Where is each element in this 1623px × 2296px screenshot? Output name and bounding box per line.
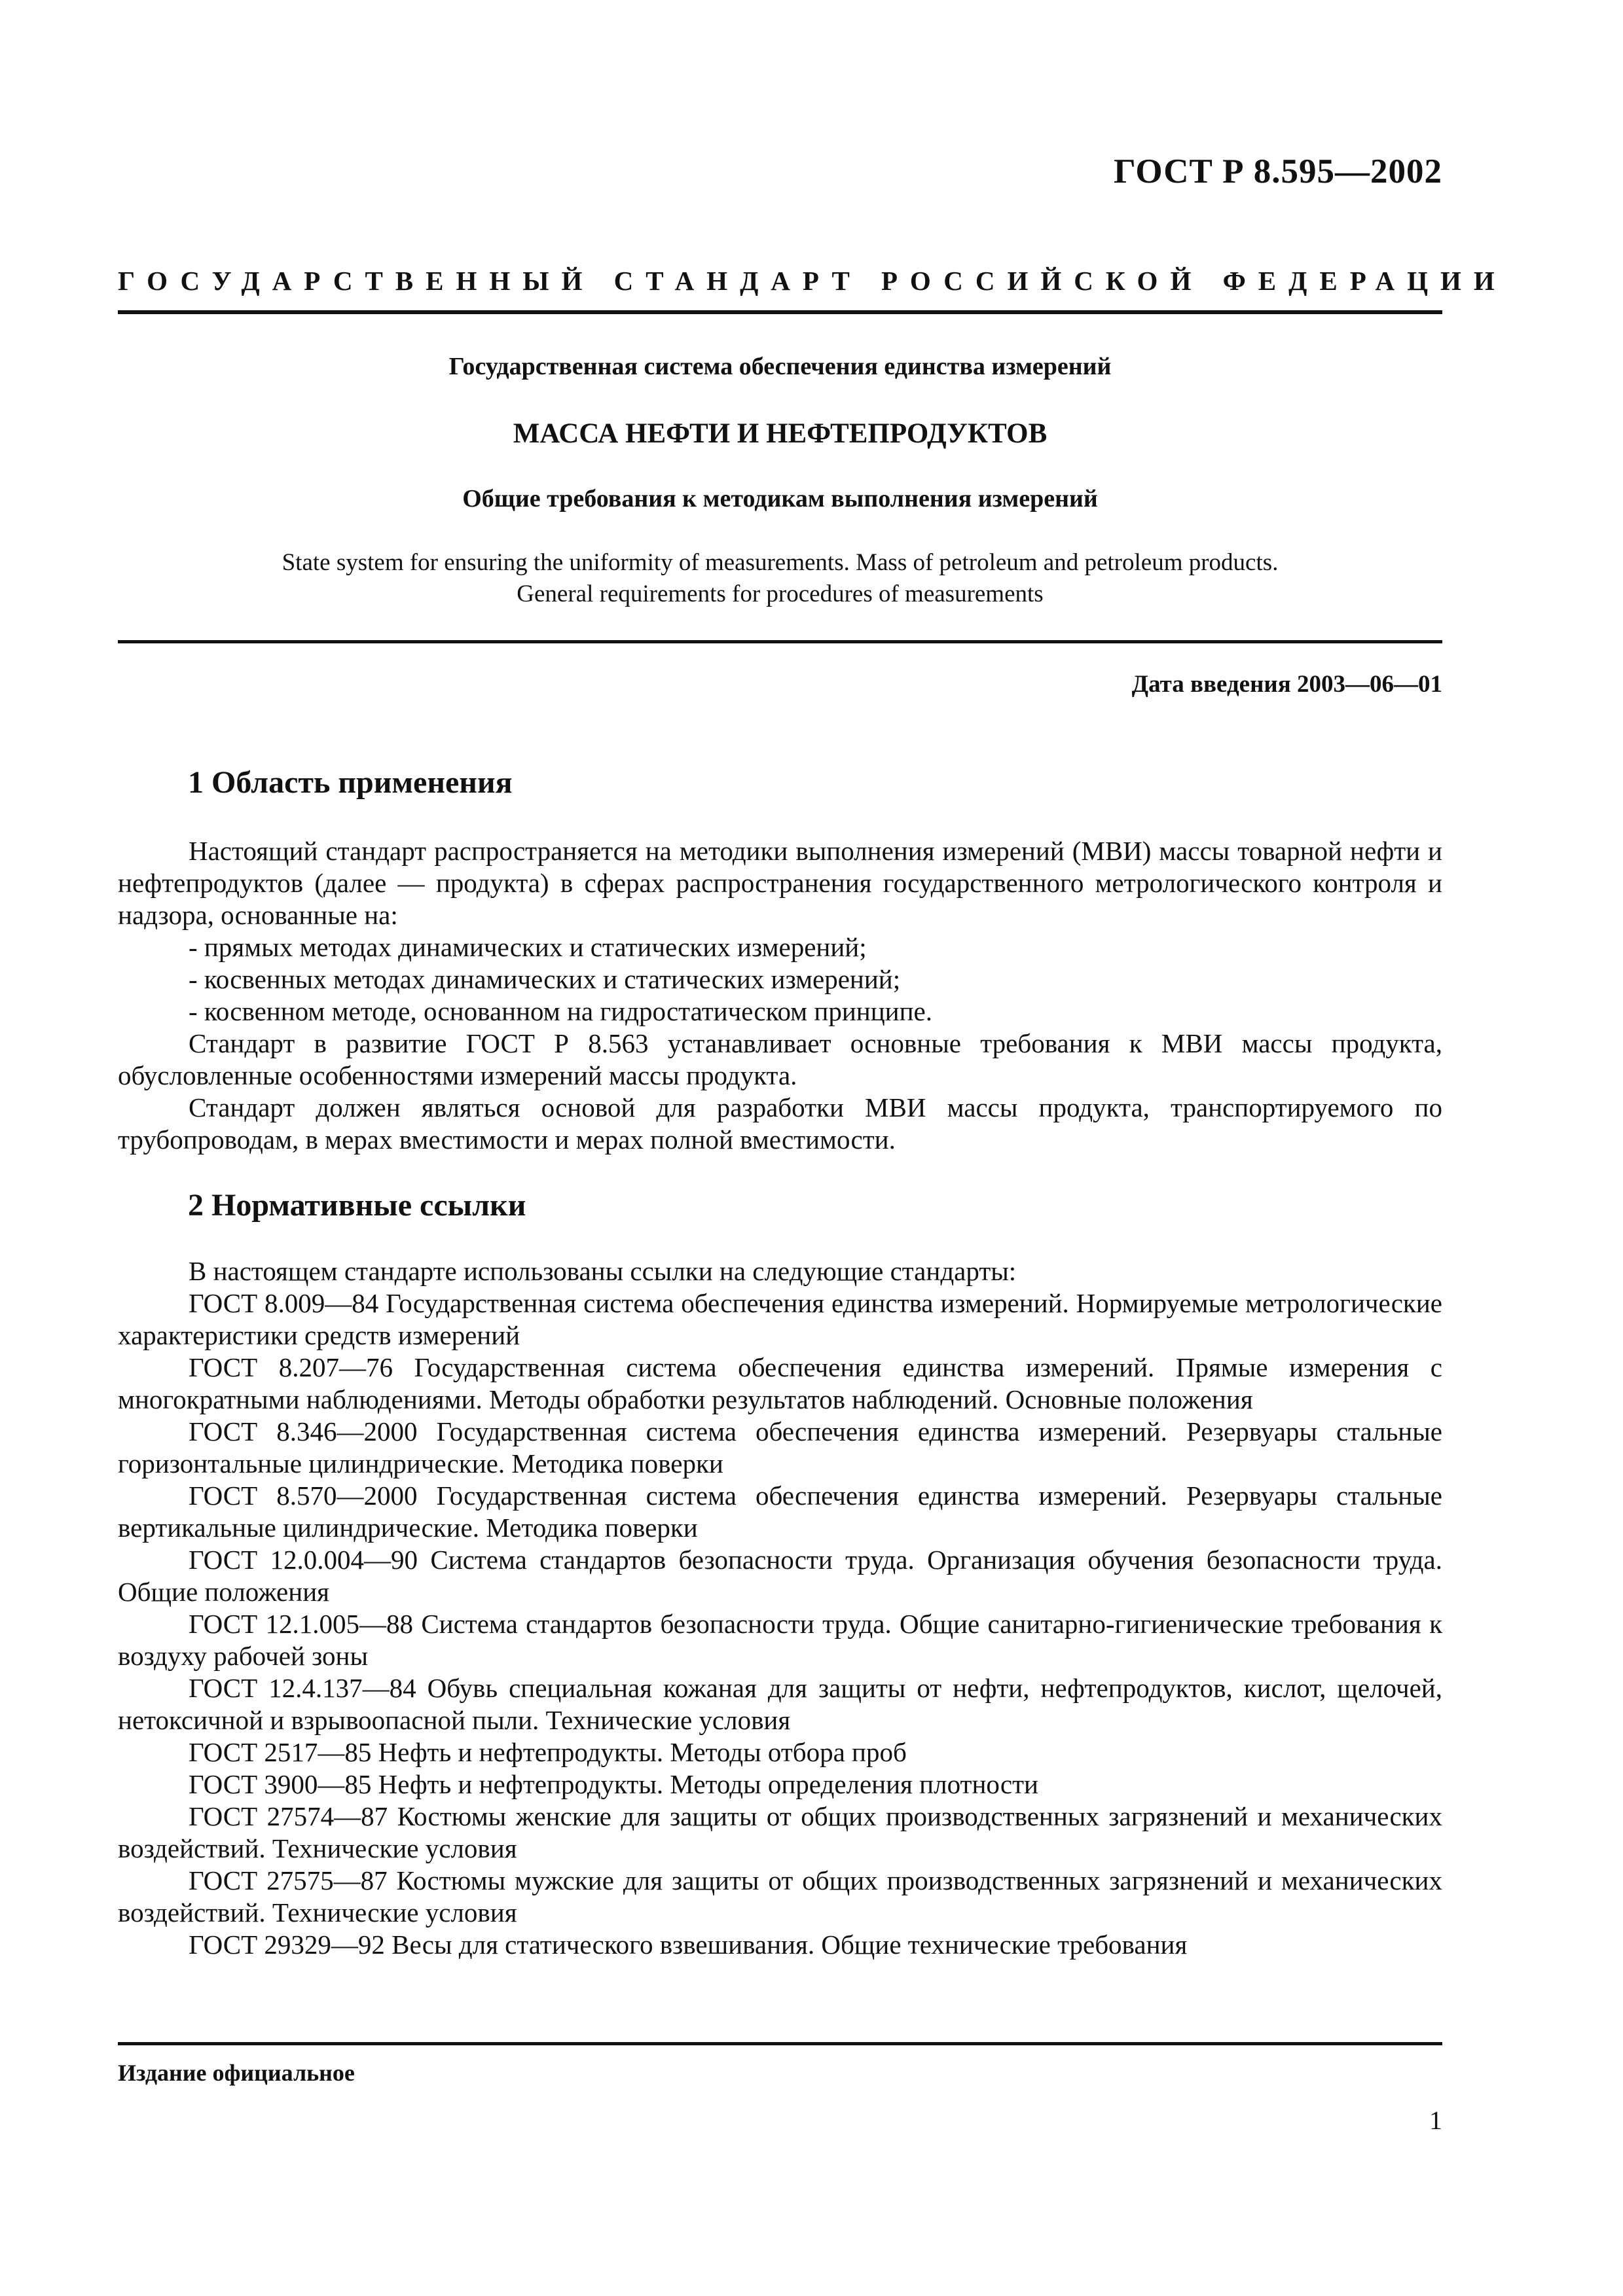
english-title-line-1: State system for ensuring the uniformity of measurements. Mass of petroleum and petroleum products. (282, 549, 1279, 576)
top-divider (118, 310, 1442, 314)
reference-item: ГОСТ 12.1.005—88 Система стандартов безопасности труда. Общие санитарно-гигиенические требования к воздуху рабочей зоны (118, 1609, 1442, 1671)
document-code: ГОСТ Р 8.595—2002 (1113, 152, 1442, 190)
reference-item: ГОСТ 8.346—2000 Государственная система обеспечения единства измерений. Резервуары стальные горизонтальные цилиндрические. Методика поверки (118, 1416, 1442, 1479)
paragraph: Настоящий стандарт распространяется на методики выполнения измерений (МВИ) массы товарной нефти и нефтепродуктов (далее — продукта) в сферах распространения государственного метрологического контроля и надзора, основанные на: (118, 836, 1442, 930)
reference-item: ГОСТ 8.009—84 Государственная система обеспечения единства измерений. Нормируемые метрологические характеристики средств измерений (118, 1288, 1442, 1350)
list-item: - косвенном методе, основанном на гидростатическом принципе. (189, 996, 932, 1026)
reference-item: ГОСТ 2517—85 Нефть и нефтепродукты. Методы отбора проб (189, 1737, 907, 1767)
section-heading-normative-references: 2 Нормативные ссылки (188, 1188, 526, 1223)
reference-item: ГОСТ 27575—87 Костюмы мужские для защиты от общих производственных загрязнений и механических воздействий. Технические условия (118, 1865, 1442, 1928)
page-number: 1 (1429, 2106, 1442, 2135)
reference-item: ГОСТ 29329—92 Весы для статического взвешивания. Общие технические требования (189, 1929, 1188, 1960)
paragraph: Стандарт должен являться основой для разработки МВИ массы продукта, транспортируемого по трубопроводам, в мерах вместимости и мерах полной вместимости. (118, 1092, 1442, 1155)
edition-label: Издание официальное (118, 2060, 355, 2086)
introduction-date: Дата введения 2003—06—01 (1131, 671, 1442, 698)
reference-item: ГОСТ 27574—87 Костюмы женские для защиты от общих производственных загрязнений и механических воздействий. Технические условия (118, 1801, 1442, 1863)
reference-item: ГОСТ 8.570—2000 Государственная система обеспечения единства измерений. Резервуары стальные вертикальные цилиндрические. Методика поверки (118, 1480, 1442, 1543)
title-divider (118, 640, 1442, 643)
paragraph: В настоящем стандарте использованы ссылки на следующие стандарты: (189, 1256, 1017, 1286)
subtitle: Общие требования к методикам выполнения измерений (462, 485, 1098, 512)
section-heading-scope: 1 Область применения (188, 765, 513, 800)
list-item: - прямых методах динамических и статических измерений; (189, 932, 867, 962)
reference-item: ГОСТ 8.207—76 Государственная система обеспечения единства измерений. Прямые измерения с многократными наблюдениями. Методы обработки результатов наблюдений. Основные положения (118, 1352, 1442, 1414)
section-body-scope (118, 835, 1442, 1156)
footer-divider (118, 2042, 1442, 2045)
system-title: Государственная система обеспечения единства измерений (448, 353, 1112, 380)
english-title-line-2: General requirements for procedures of measurements (517, 581, 1044, 607)
paragraph: Стандарт в развитие ГОСТ Р 8.563 устанавливает основные требования к МВИ массы продукта, обусловленные особенностями измерений массы продукта. (118, 1028, 1442, 1090)
reference-item: ГОСТ 12.4.137—84 Обувь специальная кожаная для защиты от нефти, нефтепродуктов, кислот, щелочей, нетоксичной и взрывоопасной пыли. Технические условия (118, 1673, 1442, 1735)
reference-item: ГОСТ 12.0.004—90 Система стандартов безопасности труда. Организация обучения безопасности труда. Общие положения (118, 1545, 1442, 1607)
section-body-normative-references (118, 1255, 1442, 1961)
reference-item: ГОСТ 3900—85 Нефть и нефтепродукты. Методы определения плотности (189, 1769, 1038, 1799)
main-title: МАССА НЕФТИ И НЕФТЕПРОДУКТОВ (513, 418, 1048, 449)
state-standard-banner: ГОСУДАРСТВЕННЫЙ СТАНДАРТ РОССИЙСКОЙ ФЕДЕРАЦИИ (118, 266, 1507, 296)
list-item: - косвенных методах динамических и статических измерений; (189, 964, 901, 994)
